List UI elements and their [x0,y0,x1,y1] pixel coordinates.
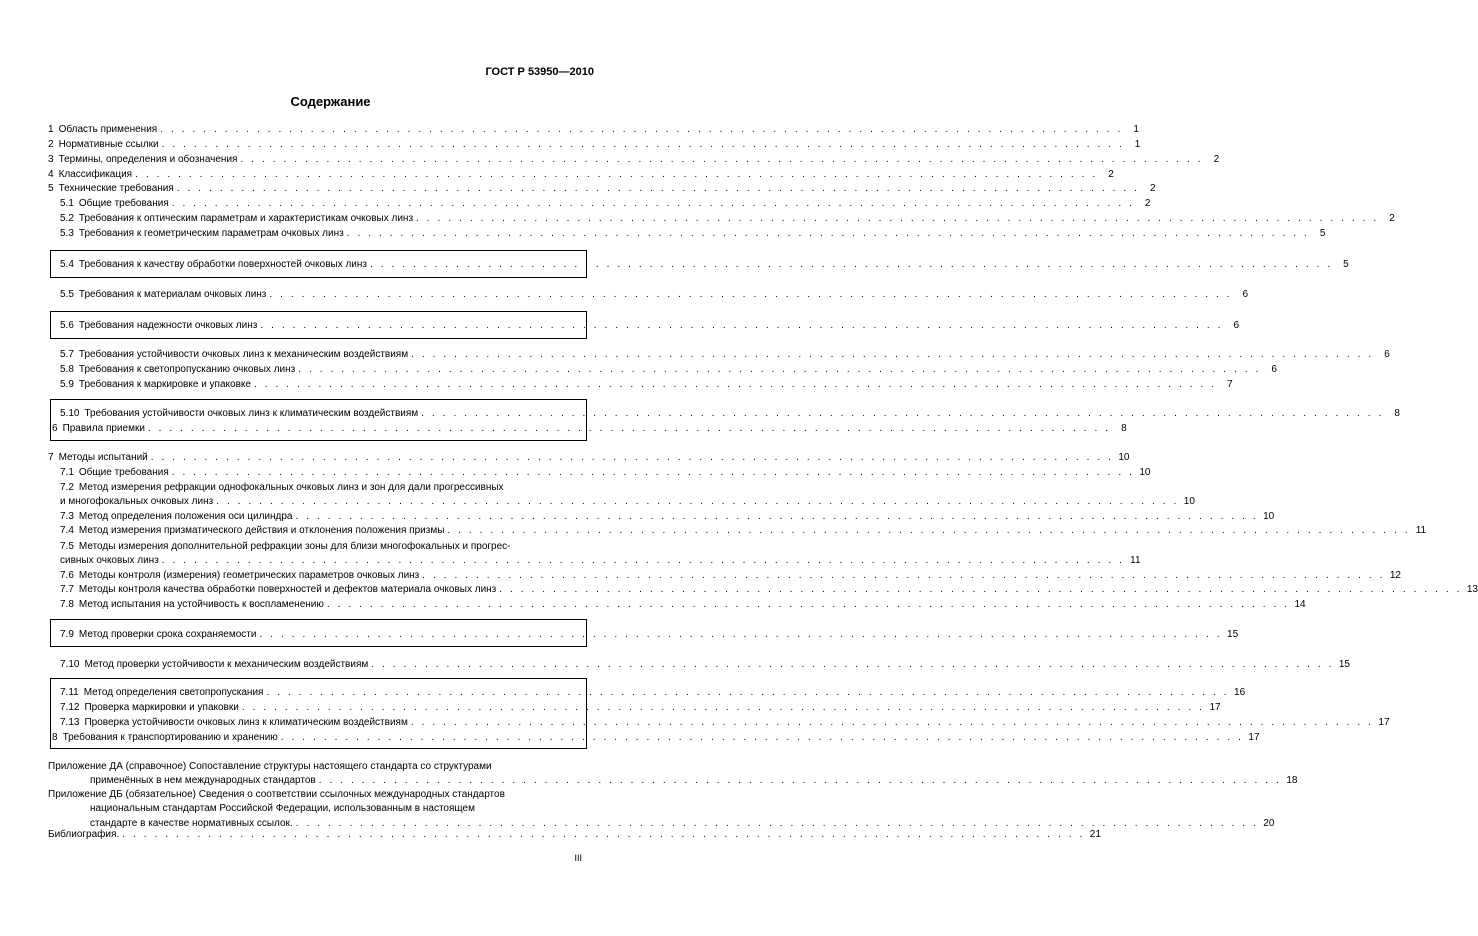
toc-entry-text: Технические требования [58,183,174,194]
toc-entry-page: 20 [1263,818,1275,829]
toc-leader-dots: . . . . . . . . . . . . . . . . . . . . . . . . . . . . . . . . . . . . . . . . . . . . . . . . . . . . . . . . . . . . . . . . . . . . . . . . . . . . . . . . . . . . . . . . . . [421,408,1384,419]
toc-entry-page: 1 [1134,139,1141,150]
toc-entry-number: 5.8 [60,364,74,375]
toc-entry-page: 1 [1133,124,1139,135]
toc-entry-number: 7.10 [60,659,80,670]
toc-entry-page: 6 [1271,364,1277,375]
toc-entry-page: 6 [1242,289,1249,300]
toc-entry-line1 [60,482,504,494]
toc-entry-page: 11 [1130,555,1141,566]
toc-entry-number: 5.5 [60,289,74,300]
toc-entry[interactable] [60,597,1306,611]
toc-entry-page: 21 [1089,829,1101,840]
toc-entry[interactable] [48,450,1130,464]
toc-entry[interactable] [48,167,1114,181]
toc-entry-text: Библиография. [48,829,120,840]
toc-entry-number: 8 [52,732,58,743]
toc-entry-text: и многофокальных очковых линз [60,496,214,507]
toc-entry-text: Общие требования [78,467,169,478]
toc-entry-page: 7 [1227,379,1233,390]
toc-entry-number: 2 [48,139,54,150]
toc-entry-page: 8 [1394,408,1400,419]
toc-leader-dots: . . . . . . . . . . . . . . . . . . . . . . . . . . . . . . . . . . . . . . . . . . . . . . . . . . . . . . . . . . . . . . . . . . . . . . . . . . . . . . . . . . . . . . . . . . [161,555,1125,566]
toc-entry-number: 7.12 [60,702,80,713]
toc-entry[interactable] [60,196,1151,210]
toc-entry[interactable] [60,523,1427,537]
toc-entry-line1 [48,789,505,801]
toc-title: Содержание [290,94,371,109]
toc-entry[interactable] [60,465,1151,479]
toc-entry[interactable] [60,362,1277,376]
toc-entry-number: 7.3 [60,511,74,522]
toc-entry-page: 11 [1415,525,1427,536]
toc-entry-text: Требования надежности очковых линз [78,320,258,331]
toc-entry-text: Нормативные ссылки [58,139,159,150]
toc-leader-dots: . . . . . . . . . . . . . . . . . . . . . . . . . . . . . . . . . . . . . . . . . . . . . . . . . . . . . . . . . . . . . . . . . . . . . . . . . . . . . . . . . . . . . . . . . . [447,525,1411,536]
toc-entry-text: Требования к качеству обработки поверхностей очковых линз [78,259,368,270]
toc-leader-dots: . . . . . . . . . . . . . . . . . . . . . . . . . . . . . . . . . . . . . . . . . . . . . . . . . . . . . . . . . . . . . . . . . . . . . . . . . . . . . . . . . . . . . . . . . . [260,320,1224,331]
toc-entry-line1b: национальным стандартам Российской Федерации, использованным в настоящем [90,803,475,814]
toc-leader-dots: . . . . . . . . . . . . . . . . . . . . . . . . . . . . . . . . . . . . . . . . . . . . . . . . . . . . . . . . . . . . . . . . . . . . . . . . . . . . . . . . . . . . . . . . . . [147,423,1111,434]
toc-entry-text: Правила приемки [62,423,145,434]
toc-entry-number: 3 [48,154,54,165]
toc-entry[interactable] [60,318,1240,332]
toc-entry-text: Требования к оптическим параметрам и характеристикам очковых линз [78,213,414,224]
toc-leader-dots: . . . . . . . . . . . . . . . . . . . . . . . . . . . . . . . . . . . . . . . . . . . . . . . . . . . . . . . . . . . . . . . . . . . . . . . . . . . . . . . . . . . . . . . . . . [135,169,1098,180]
toc-entry-number: 7.6 [60,570,74,581]
toc-entry-page: 15 [1338,659,1350,670]
toc-entry-text-line1: Методы измерения дополнительной рефракции зоны для близи многофокальных и прогрес- [78,541,511,552]
toc-leader-dots: . . . . . . . . . . . . . . . . . . . . . . . . . . . . . . . . . . . . . . . . . . . . . . . . . . . . . . . . . . . . . . . . . . . . . . . . . . . . . . . . . . . . . . . . . . [269,289,1233,300]
toc-leader-dots: . . . . . . . . . . . . . . . . . . . . . . . . . . . . . . . . . . . . . . . . . . . . . . . . . . . . . . . . . . . . . . . . . . . . . . . . . . . . . . . . . . . . . . . . . . [259,629,1223,640]
toc-entry-number: 5 [48,183,54,194]
toc-entry-text: Метод проверки устойчивости к механическим воздействиям [84,659,369,670]
toc-entry-text: Требования устойчивости очковых линз к климатическим воздействиям [84,408,419,419]
toc-entry-text: Метод определения светопропускания [83,687,264,698]
page-number: III [574,853,582,863]
toc-entry-page: 16 [1234,687,1246,698]
toc-entry[interactable] [60,287,1249,301]
toc-leader-dots: . . . . . . . . . . . . . . . . . . . . . . . . . . . . . . . . . . . . . . . . . . . . . . . . . . . . . . . . . . . . . . . . . . . . . . . . . . . . . . . . . . . . . . . . . . [216,496,1179,507]
toc-leader-dots: . . . . . . . . . . . . . . . . . . . . . . . . . . . . . . . . . . . . . . . . . . . . . . . . . . . . . . . . . . . . . . . . . . . . . . . . . . . . . . . . . . . . . . . . . . [171,198,1135,209]
toc-entry-text: Термины, определения и обозначения [58,154,238,165]
toc-entry-text: Требования к маркировке и упаковке [78,379,251,390]
toc-leader-dots: . . . . . . . . . . . . . . . . . . . . . . . . . . . . . . . . . . . . . . . . . . . . . . . . . . . . . . . . . . . . . . . . . . . . . . . . . . . . . . . . . . . . . . . . . . [499,584,1462,595]
toc-entry-text: Метод испытания на устойчивость к воспламенению [78,599,324,610]
toc-entry-text: Методы контроля качества обработки поверхностей и дефектов материала очковых линз [78,584,497,595]
toc-entry-page: 10 [1118,452,1130,463]
toc-leader-dots: . . . . . . . . . . . . . . . . . . . . . . . . . . . . . . . . . . . . . . . . . . . . . . . . . . . . . . . . . . . . . . . . . . . . . . . . . . . . . . . . . . . . . . . . . . [122,829,1085,840]
toc-leader-dots: . . . . . . . . . . . . . . . . . . . . . . . . . . . . . . . . . . . . . . . . . . . . . . . . . . . . . . . . . . . . . . . . . . . . . . . . . . . . . . . . . . . . . . . . . . [422,570,1385,581]
toc-entry-number: 4 [48,169,54,180]
toc-entry-text: Метод измерения призматического действия и отклонения положения призмы [78,525,445,536]
toc-entry-text-line1: Приложение ДА (справочное) Сопоставление структуры настоящего стандарта со структурами [48,761,492,772]
toc-entry-page: 10 [1139,467,1151,478]
toc-leader-dots: . . . . . . . . . . . . . . . . . . . . . . . . . . . . . . . . . . . . . . . . . . . . . . . . . . . . . . . . . . . . . . . . . . . . . . . . . . . . . . . . . . . . . . . . . . [370,259,1333,270]
toc-entry-text: Требования устойчивости очковых линз к механическим воздействиям [78,349,409,360]
toc-entry-number: 1 [48,124,54,135]
toc-entry[interactable] [90,773,1298,787]
toc-entry-text: Требования к светопропусканию очковых линз [78,364,296,375]
toc-leader-dots: . . . . . . . . . . . . . . . . . . . . . . . . . . . . . . . . . . . . . . . . . . . . . . . . . . . . . . . . . . . . . . . . . . . . . . . . . . . . . . . . . . . . . . . . . . [346,228,1310,239]
toc-entry-page: 6 [1384,349,1390,360]
toc-entry-number: 6 [52,423,58,434]
toc-entry-number: 5.1 [60,198,74,209]
toc-leader-dots: . . . . . . . . . . . . . . . . . . . . . . . . . . . . . . . . . . . . . . . . . . . . . . . . . . . . . . . . . . . . . . . . . . . . . . . . . . . . . . . . . . . . . . . . . . [266,687,1230,698]
toc-entry[interactable] [60,657,1350,671]
toc-leader-dots: . . . . . . . . . . . . . . . . . . . . . . . . . . . . . . . . . . . . . . . . . . . . . . . . . . . . . . . . . . . . . . . . . . . . . . . . . . . . . . . . . . . . . . . . . . [298,364,1261,375]
toc-entry-text: Требования к материалам очковых линз [78,289,267,300]
toc-leader-dots: . . . . . . . . . . . . . . . . . . . . . . . . . . . . . . . . . . . . . . . . . . . . . . . . . . . . . . . . . . . . . . . . . . . . . . . . . . . . . . . . . . . . . . . . . . [371,659,1334,670]
toc-entry[interactable] [60,582,1478,596]
toc-entry-number: 7.4 [60,525,74,536]
toc-leader-dots: . . . . . . . . . . . . . . . . . . . . . . . . . . . . . . . . . . . . . . . . . . . . . . . . . . . . . . . . . . . . . . . . . . . . . . . . . . . . . . . . . . . . . . . . . . [240,154,1204,165]
toc-entry[interactable] [52,421,1127,435]
toc-leader-dots: . . . . . . . . . . . . . . . . . . . . . . . . . . . . . . . . . . . . . . . . . . . . . . . . . . . . . . . . . . . . . . . . . . . . . . . . . . . . . . . . . . . . . . . . . . [160,124,1123,135]
toc-entry-text: стандарте в качестве нормативных ссылок. [90,818,293,829]
toc-leader-dots: . . . . . . . . . . . . . . . . . . . . . . . . . . . . . . . . . . . . . . . . . . . . . . . . . . . . . . . . . . . . . . . . . . . . . . . . . . . . . . . . . . . . . . . . . . [410,717,1374,728]
toc-entry[interactable] [52,730,1260,744]
toc-entry-page: 13 [1466,584,1478,595]
toc-entry-text: Общие требования [78,198,169,209]
toc-entry-text-line1: Метод измерения рефракции однофокальных очковых линз и зон для дали прогрессивных [78,482,504,493]
toc-entry-number: 7.11 [60,687,79,698]
toc-leader-dots: . . . . . . . . . . . . . . . . . . . . . . . . . . . . . . . . . . . . . . . . . . . . . . . . . . . . . . . . . . . . . . . . . . . . . . . . . . . . . . . . . . . . . . . . . . [318,775,1282,786]
toc-entry[interactable] [60,509,1275,523]
toc-entry[interactable] [60,553,1141,567]
toc-entry[interactable] [60,211,1395,225]
toc-entry[interactable] [48,827,1101,841]
toc-entry[interactable] [60,377,1233,391]
toc-entry-number: 7.2 [60,482,74,493]
toc-entry-page: 5 [1343,259,1349,270]
toc-entry-text: Область применения [58,124,158,135]
toc-leader-dots: . . . . . . . . . . . . . . . . . . . . . . . . . . . . . . . . . . . . . . . . . . . . . . . . . . . . . . . . . . . . . . . . . . . . . . . . . . . . . . . . . . . . . . . . . . [280,732,1244,743]
toc-leader-dots: . . . . . . . . . . . . . . . . . . . . . . . . . . . . . . . . . . . . . . . . . . . . . . . . . . . . . . . . . . . . . . . . . . . . . . . . . . . . . . . . . . . . . . . . . . [176,183,1140,194]
toc-entry-number: 7 [48,452,54,463]
toc-entry-text: сивных очковых линз [60,555,159,566]
toc-entry-page: 2 [1213,154,1220,165]
toc-entry-page: 17 [1378,717,1390,728]
toc-leader-dots: . . . . . . . . . . . . . . . . . . . . . . . . . . . . . . . . . . . . . . . . . . . . . . . . . . . . . . . . . . . . . . . . . . . . . . . . . . . . . . . . . . . . . . . . . . [295,818,1259,829]
toc-entry[interactable] [48,181,1156,195]
toc-entry[interactable] [60,406,1400,420]
toc-entry-page: 18 [1286,775,1298,786]
toc-entry-number: 5.3 [60,228,74,239]
toc-entry[interactable] [60,257,1349,271]
toc-entry-page: 2 [1144,198,1151,209]
toc-entry-page: 10 [1263,511,1275,522]
toc-leader-dots: . . . . . . . . . . . . . . . . . . . . . . . . . . . . . . . . . . . . . . . . . . . . . . . . . . . . . . . . . . . . . . . . . . . . . . . . . . . . . . . . . . . . . . . . . . [241,702,1205,713]
toc-entry-number: 5.2 [60,213,74,224]
toc-entry-text: Метод проверки срока сохраняемости [78,629,257,640]
toc-leader-dots: . . . . . . . . . . . . . . . . . . . . . . . . . . . . . . . . . . . . . . . . . . . . . . . . . . . . . . . . . . . . . . . . . . . . . . . . . . . . . . . . . . . . . . . . . . [295,511,1259,522]
toc-entry-number: 7.5 [60,541,74,552]
toc-entry-number: 5.10 [60,408,80,419]
toc-entry[interactable] [60,226,1326,240]
toc-leader-dots: . . . . . . . . . . . . . . . . . . . . . . . . . . . . . . . . . . . . . . . . . . . . . . . . . . . . . . . . . . . . . . . . . . . . . . . . . . . . . . . . . . . . . . . . . . [150,452,1114,463]
toc-entry-number: 7.1 [60,467,74,478]
toc-entry-text: Классификация [58,169,133,180]
toc-entry[interactable] [60,568,1401,582]
toc-entry[interactable] [60,494,1195,508]
toc-entry-number: 7.9 [60,629,74,640]
toc-entry-page: 17 [1248,732,1260,743]
toc-entry-number: 5.6 [60,320,74,331]
toc-entry-number: 7.7 [60,584,74,595]
toc-leader-dots: . . . . . . . . . . . . . . . . . . . . . . . . . . . . . . . . . . . . . . . . . . . . . . . . . . . . . . . . . . . . . . . . . . . . . . . . . . . . . . . . . . . . . . . . . . [171,467,1135,478]
toc-entry-page: 17 [1209,702,1221,713]
toc-entry[interactable] [60,627,1239,641]
toc-entry-page: 15 [1227,629,1239,640]
toc-entry-text: применённых в нем международных стандартов [90,775,316,786]
toc-entry-text: Требования к транспортированию и хранению [62,732,278,743]
toc-entry-text: Требования к геометрическим параметрам очковых линз [78,228,344,239]
toc-leader-dots: . . . . . . . . . . . . . . . . . . . . . . . . . . . . . . . . . . . . . . . . . . . . . . . . . . . . . . . . . . . . . . . . . . . . . . . . . . . . . . . . . . . . . . . . . . [416,213,1379,224]
toc-entry-number: 5.9 [60,379,74,390]
toc-entry-number: 7.8 [60,599,74,610]
toc-entry-line1 [48,761,492,773]
toc-leader-dots: . . . . . . . . . . . . . . . . . . . . . . . . . . . . . . . . . . . . . . . . . . . . . . . . . . . . . . . . . . . . . . . . . . . . . . . . . . . . . . . . . . . . . . . . . . [161,139,1125,150]
toc-entry-page: 2 [1108,169,1114,180]
toc-entry-page: 10 [1183,496,1195,507]
toc-entry[interactable] [48,137,1141,151]
toc-entry[interactable] [60,685,1246,699]
toc-entry-page: 14 [1294,599,1306,610]
toc-entry[interactable] [60,715,1390,729]
toc-entry[interactable] [48,122,1139,136]
toc-entry[interactable] [48,152,1220,166]
toc-leader-dots: . . . . . . . . . . . . . . . . . . . . . . . . . . . . . . . . . . . . . . . . . . . . . . . . . . . . . . . . . . . . . . . . . . . . . . . . . . . . . . . . . . . . . . . . . . [326,599,1290,610]
toc-entry-text: Метод определения положения оси цилиндра [78,511,293,522]
toc-entry-number: 5.7 [60,349,74,360]
toc-entry[interactable] [60,347,1390,361]
toc-entry-page: 2 [1149,183,1156,194]
toc-entry-number: 7.13 [60,717,80,728]
toc-leader-dots: . . . . . . . . . . . . . . . . . . . . . . . . . . . . . . . . . . . . . . . . . . . . . . . . . . . . . . . . . . . . . . . . . . . . . . . . . . . . . . . . . . . . . . . . . . [411,349,1374,360]
toc-entry-line1 [60,541,511,553]
document-header-code: ГОСТ Р 53950—2010 [485,66,594,78]
toc-entry[interactable] [60,700,1221,714]
toc-entry-page: 2 [1389,213,1395,224]
toc-entry-page: 6 [1233,320,1240,331]
toc-entry-text: Методы контроля (измерения) геометрических параметров очковых линз [78,570,420,581]
toc-entry-text: Проверка маркировки и упаковки [84,702,239,713]
toc-entry-text-line1: Приложение ДБ (обязательное) Сведения о соответствии ссылочных международных стандартов [48,789,505,800]
toc-leader-dots: . . . . . . . . . . . . . . . . . . . . . . . . . . . . . . . . . . . . . . . . . . . . . . . . . . . . . . . . . . . . . . . . . . . . . . . . . . . . . . . . . . . . . . . . . . [253,379,1217,390]
toc-entry-number: 5.4 [60,259,74,270]
toc-entry-page: 12 [1389,570,1401,581]
toc-entry-page: 8 [1121,423,1127,434]
toc-entry-text: Методы испытаний [58,452,148,463]
toc-entry-text: Проверка устойчивости очковых линз к климатическим воздействиям [84,717,408,728]
toc-entry-page: 5 [1319,228,1326,239]
